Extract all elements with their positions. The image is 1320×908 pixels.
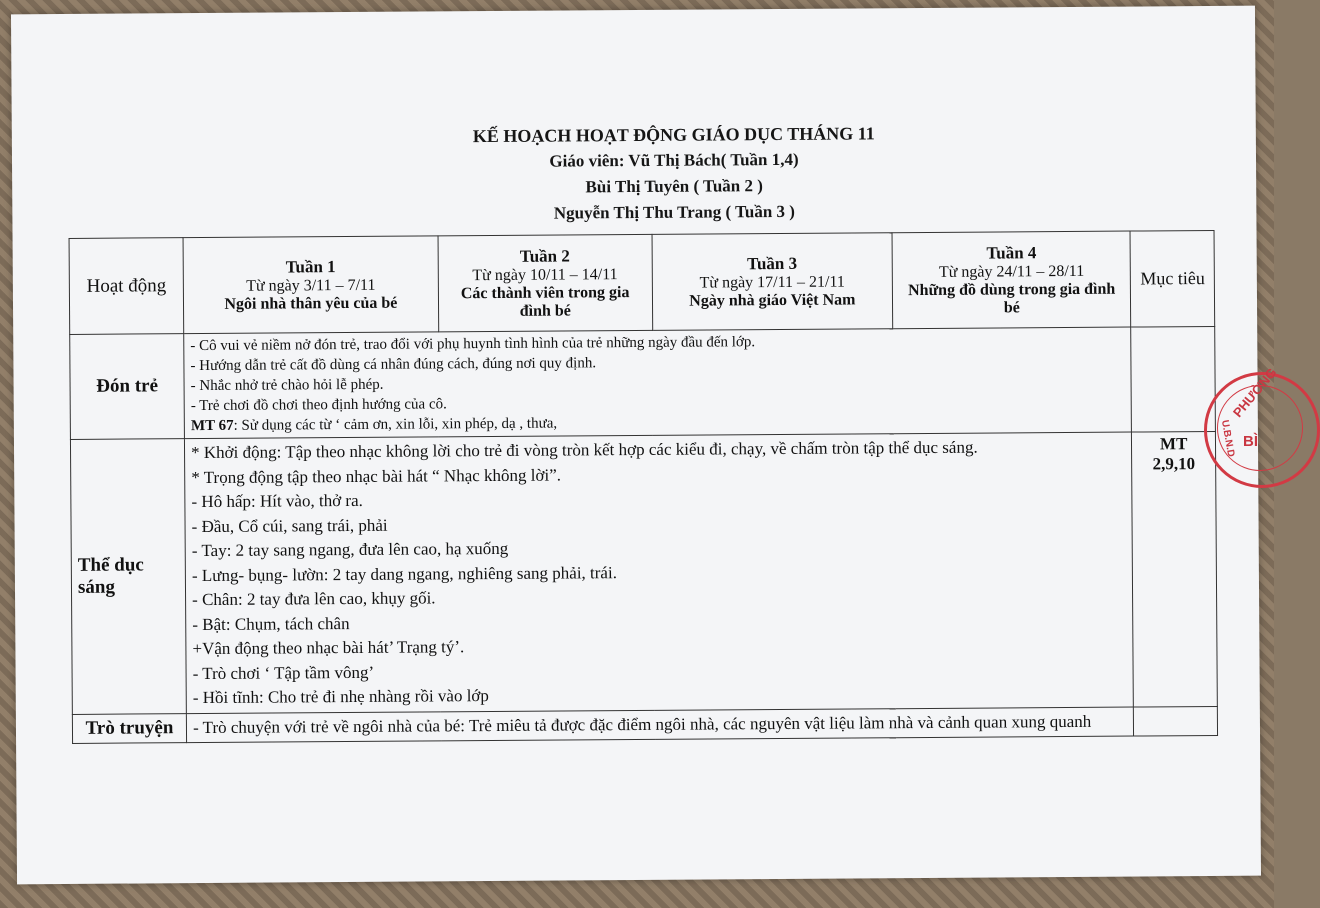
row-activity-the-duc-sang: Thể dục sáng	[70, 439, 186, 714]
content-line: +Vận động theo nhạc bài hát’ Trạng tý’.	[192, 637, 465, 659]
content-line: - Trò chơi ‘ Tập tầm vông’	[192, 662, 375, 683]
content-line: - Bật: Chụm, tách chân	[192, 613, 350, 634]
week-4-label: Tuần 4	[986, 242, 1037, 263]
stamp-text-side: U.B.N.D	[1218, 419, 1237, 458]
week-4-dates: Từ ngày 24/11 – 28/11	[938, 262, 1085, 281]
header-goal: Mục tiêu	[1130, 230, 1214, 327]
header-week-2	[438, 234, 653, 331]
content-line: - Trẻ chơi đồ chơi theo định hướng của cô.	[190, 396, 447, 415]
stamp-text-right: BÌ	[1243, 433, 1258, 450]
content-line: - Hô hấp: Hít vào, thở ra.	[191, 490, 363, 512]
row-content-tro-truyen	[186, 707, 1134, 743]
goal-description: : Sử dụng các từ ‘ cảm ơn, xin lỗi, xin phép, dạ , thưa,	[233, 415, 558, 434]
stamp-text-top: PHƯỜNG	[1229, 364, 1280, 421]
week-4-theme: Những đồ dùng trong gia đình bé	[908, 280, 1116, 316]
content-line: * Trọng động tập theo nhạc bài hát “ Nhạc không lời”.	[191, 465, 562, 487]
content-line: - Cô vui vẻ niềm nở đón trẻ, trao đổi với phụ huynh tình hình của trẻ những ngày đầu đến lớp.	[190, 334, 756, 355]
week-3-theme: Ngày nhà giáo Việt Nam	[689, 290, 856, 310]
activity-plan-table	[69, 230, 1219, 744]
content-line: - Hồi tĩnh: Cho trẻ đi nhẹ nhàng rồi vào lớp	[192, 686, 489, 708]
teacher-line-1: Giáo viên: Vũ Thị Bách( Tuần 1,4)	[549, 149, 799, 171]
document-sheet	[11, 6, 1261, 885]
official-stamp	[1204, 364, 1320, 488]
week-3-dates: Từ ngày 17/11 – 21/11	[699, 273, 845, 292]
row-goal-tro-truyen	[1134, 706, 1218, 736]
week-2-theme: Các thành viên trong gia đình bé	[460, 283, 630, 320]
row-activity-tro-truyen: Trò truyện	[72, 713, 186, 743]
document-header	[12, 118, 1257, 231]
row-activity-don-tre: Đón trẻ	[70, 334, 185, 440]
header-week-3	[652, 233, 893, 331]
table-row	[70, 326, 1216, 439]
header-week-4	[892, 231, 1131, 329]
document-title: KẾ HOẠCH HOẠT ĐỘNG GIÁO DỤC THÁNG 11	[472, 123, 875, 147]
content-line: - Nhắc nhở trẻ chào hỏi lễ phép.	[190, 376, 384, 395]
header-activity: Hoạt động	[69, 238, 184, 335]
row-goal-the-duc-sang: MT 2,9,10	[1132, 431, 1217, 706]
teacher-line-2: Bùi Thị Tuyên ( Tuần 2 )	[585, 176, 763, 197]
week-1-dates: Từ ngày 3/11 – 7/11	[246, 276, 376, 295]
row-content-the-duc-sang	[185, 432, 1134, 713]
content-line: - Lưng- bụng- lườn: 2 tay dang ngang, nghiêng sang phải, trái.	[191, 562, 617, 585]
header-week-1	[183, 236, 438, 334]
content-line: * Khởi động: Tập theo nhạc không lời cho trẻ đi vòng tròn kết hợp các kiểu đi, chạy, về chấm tròn tập thể dục sáng.	[191, 437, 978, 463]
week-3-label: Tuần 3	[747, 253, 798, 273]
content-line: - Chân: 2 tay đưa lên cao, khụy gối.	[192, 588, 436, 610]
row-goal-don-tre	[1131, 326, 1215, 432]
week-2-label: Tuần 2	[519, 245, 570, 266]
row-content-don-tre	[184, 327, 1132, 439]
teacher-line-3: Nguyễn Thị Thu Trang ( Tuần 3 )	[553, 201, 795, 223]
week-1-label: Tuần 1	[285, 256, 336, 276]
content-line: - Trò chuyện với trẻ về ngôi nhà của bé: Trẻ miêu tả được đặc điểm ngôi nhà, các nguyên vật liệu làm nhà và cảnh quan xung quanh	[192, 711, 1092, 737]
goal-code: MT 67	[190, 417, 234, 435]
week-1-theme: Ngôi nhà thân yêu của bé	[224, 294, 398, 313]
content-line: - Hướng dẫn trẻ cất đồ dùng cá nhân đúng cách, đúng nơi quy định.	[190, 355, 597, 375]
content-line: - Đầu, Cổ cúi, sang trái, phải	[191, 515, 388, 536]
week-2-dates: Từ ngày 10/11 – 14/11	[472, 265, 618, 284]
table-row	[70, 431, 1217, 713]
content-line: - Tay: 2 tay sang ngang, đưa lên cao, hạ xuống	[191, 538, 509, 561]
table-header-row	[69, 230, 1215, 334]
